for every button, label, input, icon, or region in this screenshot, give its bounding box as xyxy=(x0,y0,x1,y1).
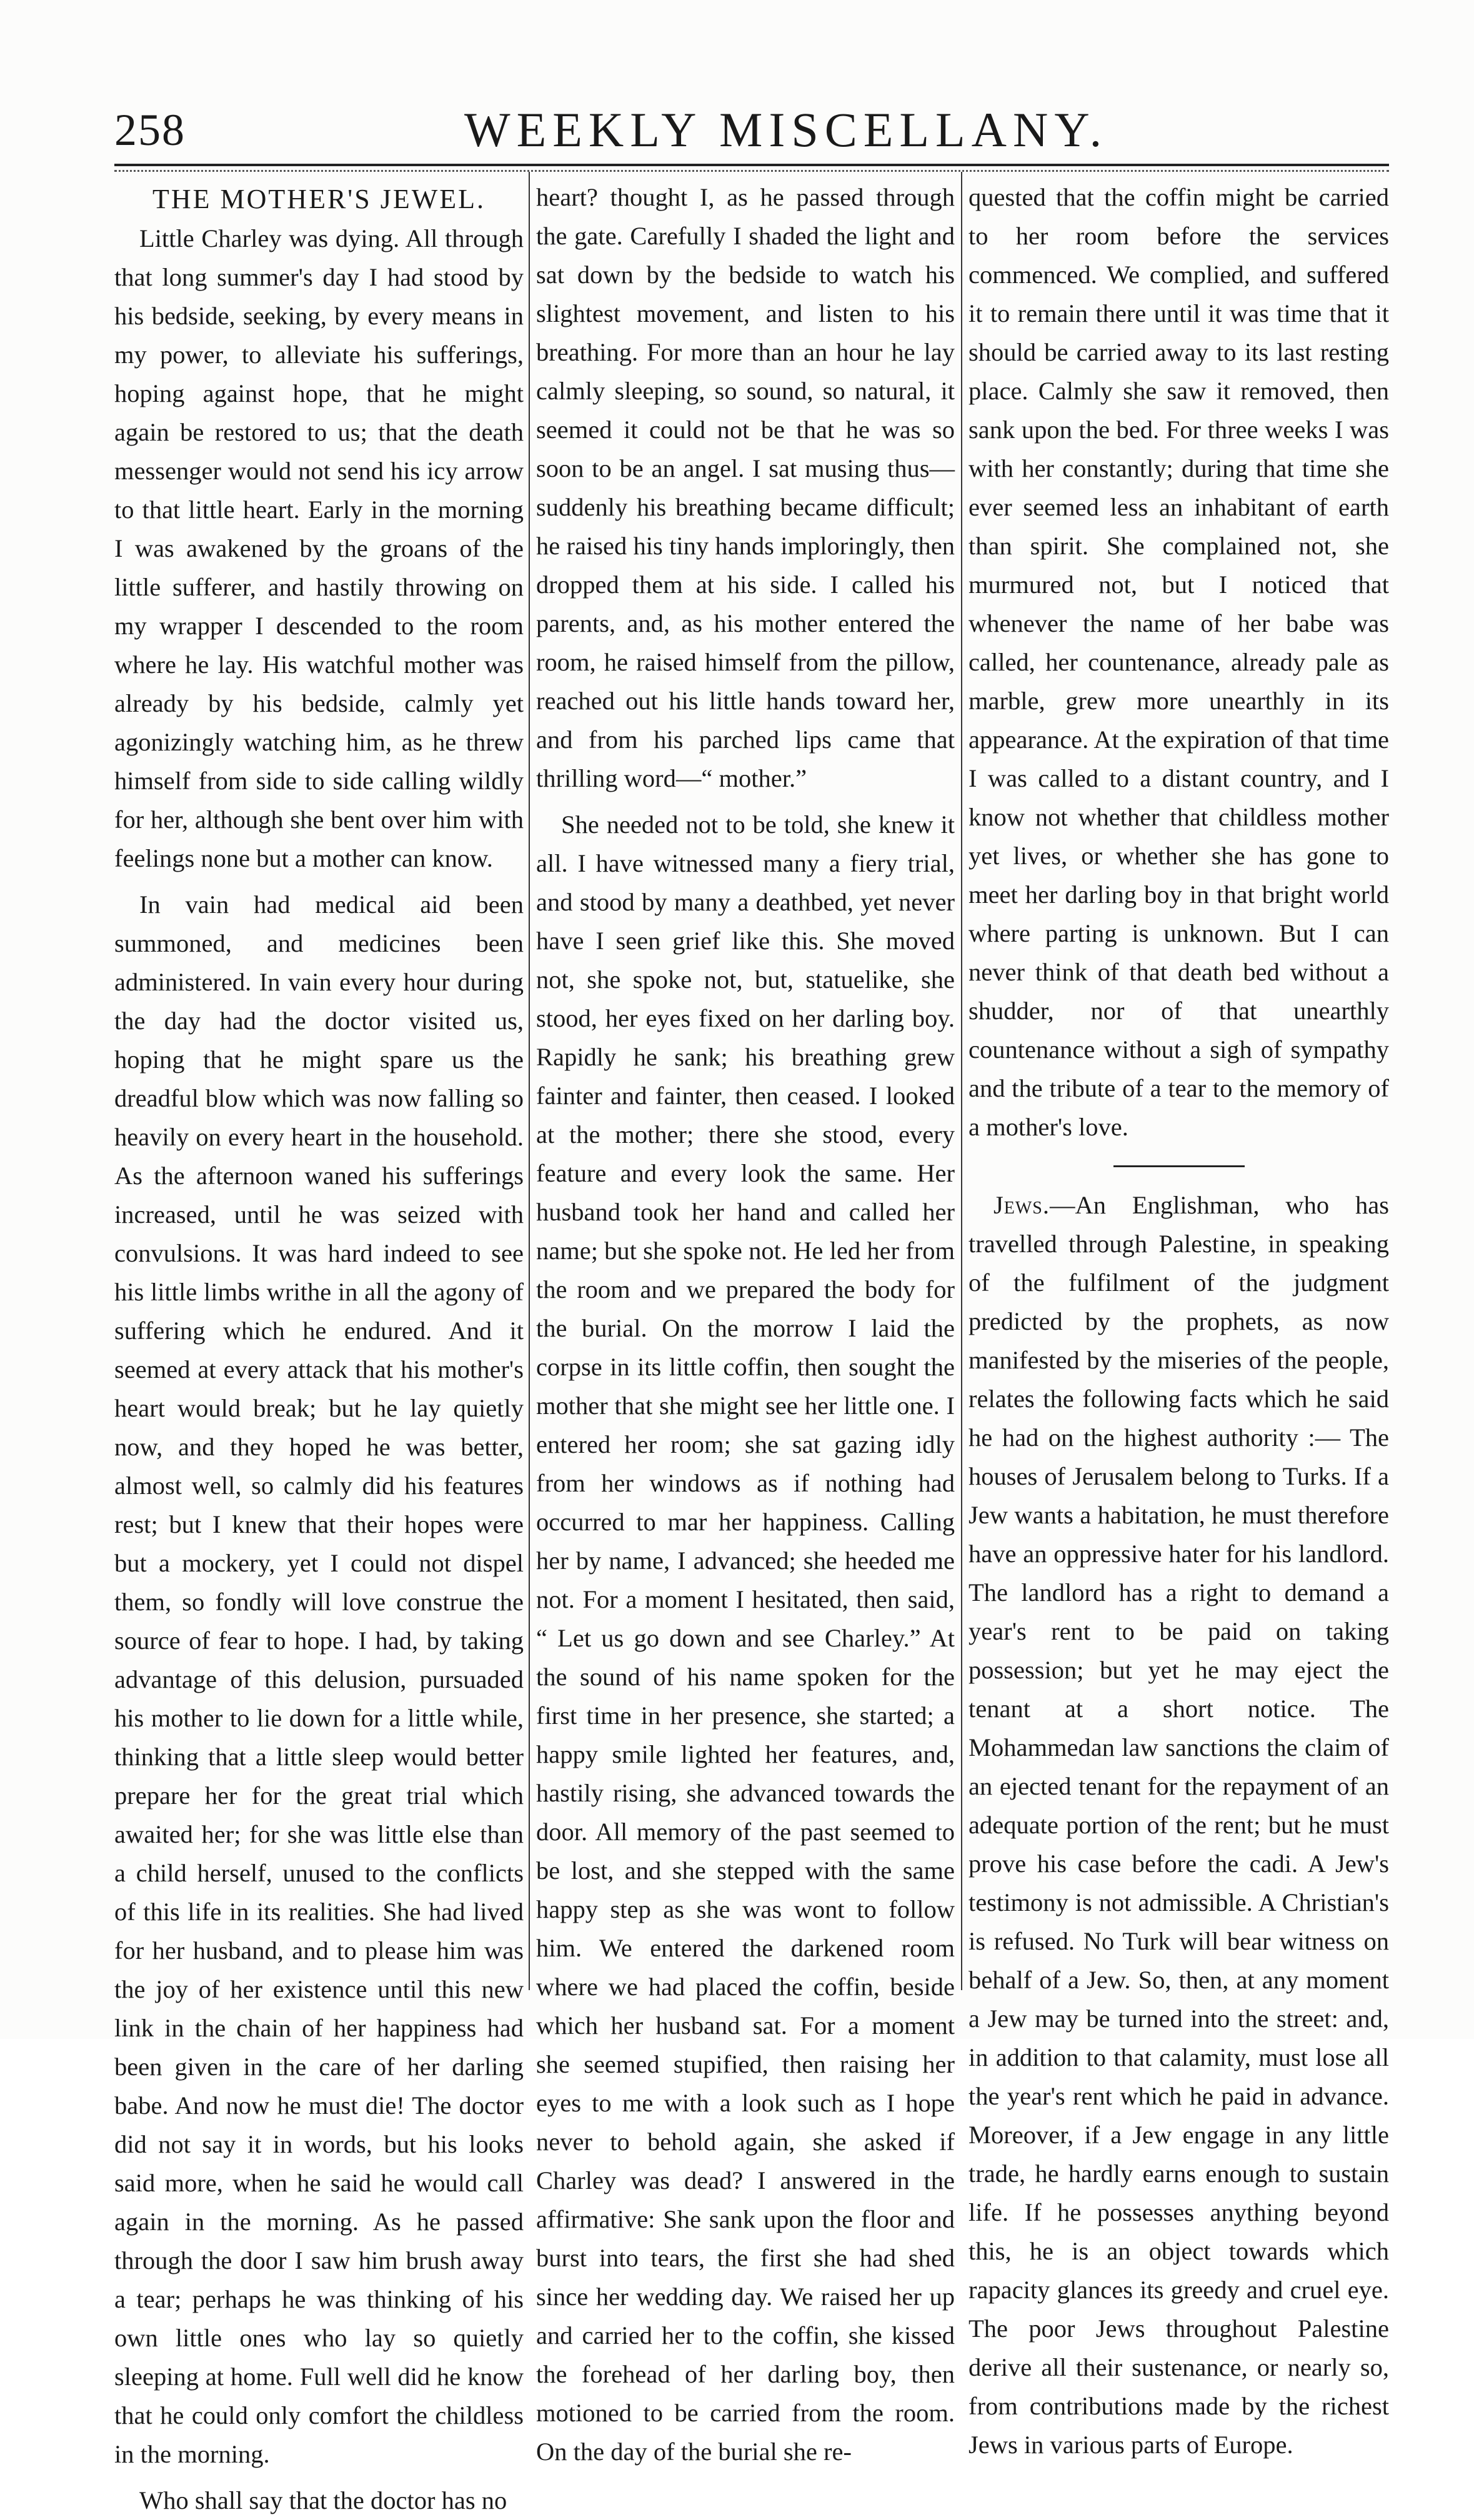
header-rule xyxy=(114,164,1389,166)
article-paragraph: She needed not to be told, she knew it all. I have witnessed many a fiery trial, and stood by many a deathbed, yet never have I seen grief like this. She moved not, she spoke not, but, statuelike, she stood, her eyes fixed on her darling boy. Rapidly he sank; his breathing grew fainter and fainter, then ceased. I looked at the mother; there she stood, every feature and every look the same. Her husband took her hand and called her name; but she spoke not. He led her from the room and we prepared the body for the burial. On the morrow I laid the corpse in its little coffin, then sought the mother that she might see her little one. I entered her room; she sat gazing idly from her windows as if nothing had occurred to mar her happiness. Calling her by name, I advanced; she heeded me not. For a moment I hesitated, then said, “ Let us go down and see Charley.” At the sound of his name spoken for the first time in her presence, she started; a happy smile lighted her features, and, hastily rising, she advanced towards the door. All memory of the past seemed to be lost, and she stepped with the same happy step as she was wont to follow him. We entered the darkened room where we had placed the coffin, beside which her husband sat. For a moment she seemed stupified, then raising her eyes to me with a look such as I hope never to behold again, she asked if Charley was dead? I answered in the affirmative: She sank upon the floor and burst into tears, the first she had shed since her wedding day. We raised her up and carried her to the coffin, she kissed the forehead of her darling boy, then motioned to be carried from the room. On the day of the burial she re- xyxy=(536,810,955,2466)
article-body: —An Englishman, who has travelled through Palestine, in speaking of the fulfilment of the judgment predicted by the prophets, as now manifested by the miseries of the people, relates the following facts which he said he had on the highest authority :— The houses of Jerusalem belong to Turks. If a Jew wants a habitation, he must therefore have an oppressive hater for his landlord. The landlord has a right to demand a year's rent to be paid on taking possession; but yet he may eject the tenant at a short notice. The Mohammedan law sanctions the claim of an ejected tenant for the repayment of an adequate portion of the rent; but he must prove his case before the cadi. A Jew's testimony is not admissible. A Christian's is refused. No Turk will bear witness on behalf of a Jew. So, then, at any moment a Jew may be turned into the street: and, in addition to that calamity, must lose all the year's rent which he paid in advance. Moreover, if a Jew engage in any little trade, he hardly earns enough to sustain life. If he possesses anything beyond this, he is an object towards which rapacity glances its greedy and cruel eye. The poor Jews throughout Palestine derive all their sustenance, or nearly so, from contributions made by the richest Jews in various parts of Europe. xyxy=(969,1191,1389,2459)
article-paragraph-jews xyxy=(969,1186,1389,2464)
masthead-title: WEEKLY MISCELLANY. xyxy=(464,102,1108,157)
column-1 xyxy=(114,178,524,2514)
article-paragraph: In vain had medical aid been summoned, and medicines been administered. In vain every hour during the day had the doctor visited us, hoping that he might spare us the dreadful blow which was now falling so heavily on every heart in the household. As the afternoon waned his sufferings increased, until he was seized with convulsions. It was hard indeed to see his little limbs writhe in all the agony of suffering which he endured. And it seemed at every attack that his mother's heart would break; but he lay quietly now, and they hoped he was better, almost well, so calmly did his features rest; but I knew that their hopes were but a mockery, yet I could not dispel them, so fondly will love construe the source of fear to hope. I had, by taking advantage of this delusion, pursuaded his mother to lie down for a little while, thinking that a little sleep would better prepare her for the great trial which awaited her; for she was little else than a child herself, unused to the conflicts of this life in its realities. She had lived for her husband, and to please him was the joy of her existence until this new link in the chain of her happiness had been given in the care of her darling babe. And now he must die! The doctor did not say it in words, but his looks said more, when he said he would call again in the morning. As he passed through the door I saw him brush away a tear; perhaps he was thinking of his own little ones who lay so quietly sleeping at home. Full well did he know that he could only comfort the childless in the morning. xyxy=(114,890,524,2468)
column-divider-right xyxy=(961,172,962,1990)
article-paragraph: quested that the coffin might be carried to her room before the services commenced. We complied, and suffered it to remain there until it was time that it should be carried away to its last resting place. Calmly she saw it removed, then sank upon the bed. For three weeks I was with her constantly; during that time she ever seemed less an inhabitant of earth than spirit. She complained not, she murmured not, but I noticed that whenever the name of her babe was called, her countenance, already pale as marble, grew more unearthly in its appearance. At the expiration of that time I was called to a distant country, and I know not whether that childless mother yet lives, or whether she has gone to meet her darling boy in that bright world where parting is unknown. But I can never think of that death bed without a shudder, nor of that unearthly countenance without a sigh of sympathy and the tribute of a tear to the memory of a mother's love. xyxy=(969,183,1389,1141)
article-paragraph: Who shall say that the doctor has no xyxy=(139,2486,507,2514)
page-header xyxy=(114,99,1389,161)
section-divider xyxy=(1113,1165,1245,1167)
article-title: THE MOTHER'S JEWEL. xyxy=(152,184,486,214)
column-2 xyxy=(536,178,955,2466)
article-paragraph: heart? thought I, as he passed through the gate. Carefully I shaded the light and sat down by the bedside to watch his slightest movement, and listen to his breathing. For more than an hour he lay calmly sleeping, so sound, so natural, it seemed it could not be that he was so soon to be an angel. I sat musing thus— suddenly his breathing became difficult; he raised his tiny hands imploringly, then dropped them at his side. I called his parents, and, as his mother entered the room, he raised himself from the pillow, reached out his little hands toward her, and from his parched lips came that thrilling word—“ mother.” xyxy=(536,183,955,792)
column-3 xyxy=(969,178,1389,2459)
page-number: 258 xyxy=(114,105,186,155)
column-divider-left xyxy=(529,172,530,1990)
header-dotted-rule xyxy=(114,170,1389,172)
article-lead-word: Jews. xyxy=(993,1191,1050,1219)
article-paragraph: Little Charley was dying. All through that long summer's day I had stood by his bedside, seeking, by every means in my power, to alleviate his sufferings, hoping against hope, that he might again be restored to us; that the death messenger would not send his icy arrow to that little heart. Early in the morning I was awakened by the groans of the little sufferer, and hastily throwing on my wrapper I descended to the room where he lay. His watchful mother was already by his bedside, calmly yet agonizingly watching him, as he threw himself from side to side calling wildly for her, although she bent over him with feelings none but a mother can know. xyxy=(114,224,524,872)
